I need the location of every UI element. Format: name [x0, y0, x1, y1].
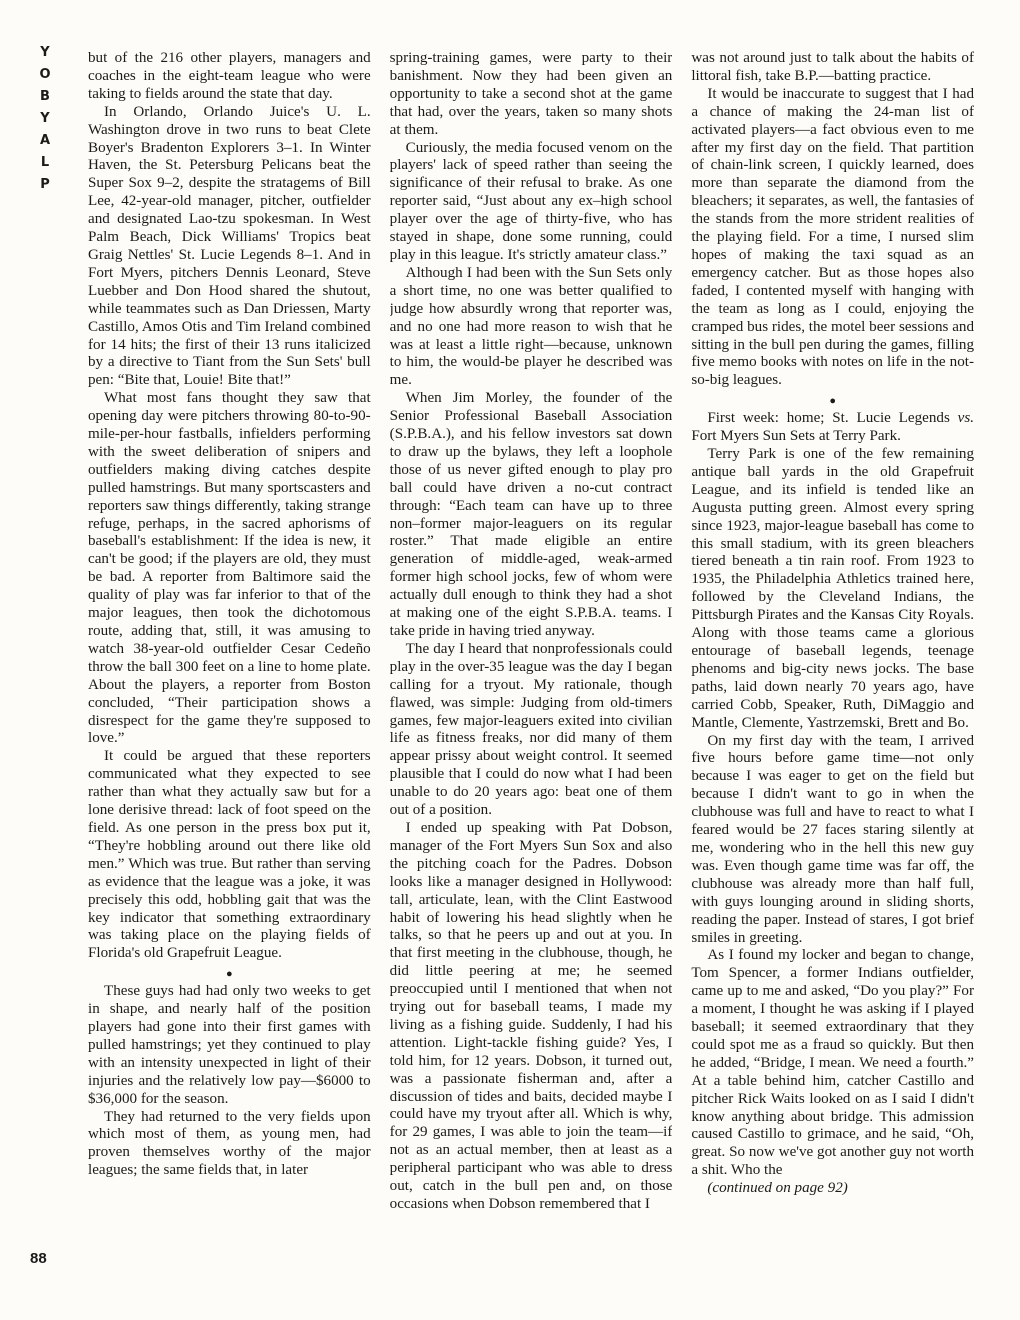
heading-text: First week: home; St. Lucie Legends — [707, 410, 958, 427]
sidebar-letter: A — [39, 133, 51, 148]
column-2 — [390, 50, 673, 1260]
paragraph: I ended up speaking with Pat Dobson, manager of the Fort Myers Sun Sox and also the pitching coach for the Padres. Dobson looks like a manager designed in Hollywood: tall, articulate, lean, with the Clint Eastwood habit of lowering his head slightly when he talks, so that he peers up and out at you. In that first meeting in the clubhouse, though, he did little peering at me; he seemed preoccupied until I mentioned that when not trying out for baseball teams, I made my living as a fishing guide. Suddenly, I had his attention. Light-tackle fishing guide? Yes, I told him, for 12 years. Dobson, it turned out, was a passionate fisherman and, after a discussion of tides and baits, decided maybe I could have my tryout after all. Which is why, for 29 games, I was able to join the team—if not as an actual member, then at least as a peripheral participant who was able to dress out, catch in the bull pen and, on those occasions when Dobson remembered that I — [389, 819, 673, 1212]
paragraph: These guys had had only two weeks to get in shape, and nearly half of the position players had gone into their first games with pulled hamstrings; yet they continued to play with an intensity unexpected in light of their injuries and the relatively low pay—$6000 to $36,000 for the season. — [88, 983, 371, 1107]
paragraph: When Jim Morley, the founder of the Senior Professional Baseball Association (S.P.B.A.), and his fellow investors sat down to draw up the bylaws, they left a loophole those of us never gifted enough to play pro ball could have driven a no-cut contract through: “Each team can have up to three non–former major-leaguers on its regular roster.” That made eligible an entire generation of middle-aged, weak-armed former high school jocks, few of whom were actually dull enough to think they had a shot at making one of the eight S.P.B.A. teams. I take pride in having tried anyway. — [389, 390, 673, 639]
paragraph: It would be inaccurate to suggest that I had a chance of making the 24-man list of activated players—a fact obvious even to me after my first day on the field. That partition of chain-link screen, I quickly learned, does more than separate the diamond from the bleachers; it separates, as well, the fantasies of the stands from the more strident realities of the playing field. For a time, I nursed slim hopes of making the taxi squad as an emergency catcher. But as those hopes also faded, I contented myself with hanging with the team as long as I could, enjoying the cramped bus rides, the motel beer sessions and sitting in the bull pen during the games, filling five memo books with notes on life in the not-so-big leagues. — [691, 85, 975, 389]
section-separator: ● — [226, 968, 233, 981]
sidebar-letter: O — [39, 67, 51, 82]
sidebar-letter: L — [40, 155, 50, 170]
paragraph: Although I had been with the Sun Sets only a short time, no one was better qualified to judge how absurdly wrong that reporter was, and no one had more reason to wish that he was at least a little right—because, unknown to him, the would-be player he described was me. — [389, 264, 673, 389]
section-heading-line — [691, 410, 974, 446]
section-separator: ● — [829, 395, 836, 408]
versus-text: vs. — [957, 410, 975, 427]
continued-note: (continued on page 92) — [707, 1180, 848, 1197]
column-3 — [691, 50, 974, 1260]
heading-text: Fort Myers Sun Sets at Terry Park. — [691, 428, 901, 445]
paragraph: As I found my locker and began to change, Tom Spencer, a former Indians outfielder, came up to me and asked, “Do you play?” For a moment, I thought he was asking if I played baseball; it seemed extraordinary that they could spot me as a fraud so quickly. But then he added, “Bridge, I mean. We need a fourth.” At a table behind him, catcher Castillo and pitcher Rick Waits looked on as I said I didn't know anything about bridge. This admission caused Castillo to grimace, and he said, “Oh, great. So now we've got another guy not worth a shit. Who the — [691, 947, 975, 1179]
paragraph: but of the 216 other players, managers and coaches in the eight-team league who were taking to fields around the state that day. — [88, 50, 371, 102]
paragraph: Curiously, the media focused venom on the players' lack of speed rather than seeing the significance of their refusal to brake. As one reporter said, “Just about any ex–high school player over the age of thirty-five, who has stayed in shape, done some running, could play in this league. It's strictly amateur class.” — [389, 139, 673, 263]
paragraph: The day I heard that nonprofessionals could play in the over-35 league was the day I began calling for a tryout. My rationale, though flawed, was simple: Judging from old-timers games, few major-leaguers exited into civilian life as fitness freaks, nor did many of them appear prissy about weight control. It seemed plausible that I could do now what I had been unable to do 20 years ago: beat one of them out of a position. — [389, 640, 673, 819]
paragraph: On my first day with the team, I arrived five hours before game time—not only because I was eager to get on the field but because I didn't want to go in when the clubhouse was full and have to react to what I feared would be 27 faces staring silently at me, wondering who in the hell this new guy was. Even though game time was far off, the clubhouse was already more than half full, with guys lounging around in sliding shorts, reading the paper. Instead of stares, I got brief smiles in greeting. — [691, 732, 975, 946]
sidebar-letter: B — [40, 89, 50, 104]
magazine-name-vertical — [30, 42, 60, 196]
page-number: 88 — [30, 1250, 47, 1267]
sidebar-letter: Y — [40, 111, 50, 126]
paragraph: They had returned to the very fields upon which most of them, as young men, had proven themselves worthy of the major leagues; the same fields that, in later — [88, 1108, 371, 1179]
paragraph: was not around just to talk about the habits of littoral fish, take B.P.—batting practice. — [691, 50, 975, 84]
paragraph: It could be argued that these reporters communicated what they expected to see rather than what they actually saw but for a lone derisive thread: lack of foot speed on the field. As one person in the press box put it, “They're hobbling around out there like old men.” Which was true. But rather than serving as evidence that the league was a joke, it was precisely this odd, hobbling gait that was the key indicator that something extraordinary was taking place on the playing fields of Florida's old Grapefruit League. — [88, 748, 371, 962]
sidebar-letter: P — [40, 177, 50, 192]
paragraph: Terry Park is one of the few remaining antique ball yards in the old Grapefruit League, and its infield is tended like an Augusta putting green. Almost every spring since 1923, major-league baseball has come to this small stadium, with its green bleachers tiered beneath a tin rain roof. From 1923 to 1935, the Philadelphia Athletics trained here, followed by the Cleveland Indians, the Pittsburgh Pirates and the Kansas City Royals. Along with those teams came a glorious entourage of baseball legends, teenage phenoms and big-city news jocks. The base paths, laid down nearly 70 years ago, have carried Cobb, Speaker, Ruth, DiMaggio and Mantle, Clemente, Yastrzemski, Brett and Bo. — [691, 446, 975, 731]
paragraph: What most fans thought they saw that opening day were pitchers throwing 80-to-90-mile-per-hour fastballs, infielders performing with the sweet deliberation of snipers and outfielders making diving catches despite pulled hamstrings. But many sportscasters and reporters saw things differently, taking strange refuge, perhaps, in the sacred aphorisms of baseball's establishment: If the idea is new, it can't be good; if the players are old, they must be bad. A reporter from Baltimore said the quality of play was far inferior to that of the major leagues, then took the dichotomous route, adding that, still, it was amusing to watch 38-year-old outfielder Cesar Cedeño throw the ball 300 feet on a line to home plate. About the players, a reporter from Boston concluded, “Their participation shows a disrespect for the game they're supposed to love.” — [88, 390, 371, 747]
paragraph: In Orlando, Orlando Juice's U. L. Washington drove in two runs to beat Clete Boyer's Bradenton Explorers 3–1. In Winter Haven, the St. Petersburg Pelicans beat the Super Sox 9–2, despite the stratagems of Bill Lee, 42-year-old manager, pitcher, outfielder and designated Lao-tzu spokesman. In West Palm Beach, Dick Williams' Tropics beat Graig Nettles' St. Lucie Legends 8–1. And in Fort Myers, pitchers Dennis Leonard, Steve Luebber and Don Hood shared the shutout, while teammates such as Dan Driessen, Marty Castillo, Amos Otis and Tim Ireland combined for 14 hits; the first of their 13 runs italicized by a directive to Tiant from the Sun Sets' bull pen: “Bite that, Louie! Bite that!” — [88, 103, 371, 389]
column-1 — [88, 50, 371, 1260]
article-body — [88, 50, 974, 1260]
paragraph: spring-training games, were party to their banishment. Now they had been given an opportunity to take a second shot at the game that had, over the years, taken so many shots at them. — [389, 50, 673, 138]
sidebar-letter: Y — [40, 45, 50, 60]
